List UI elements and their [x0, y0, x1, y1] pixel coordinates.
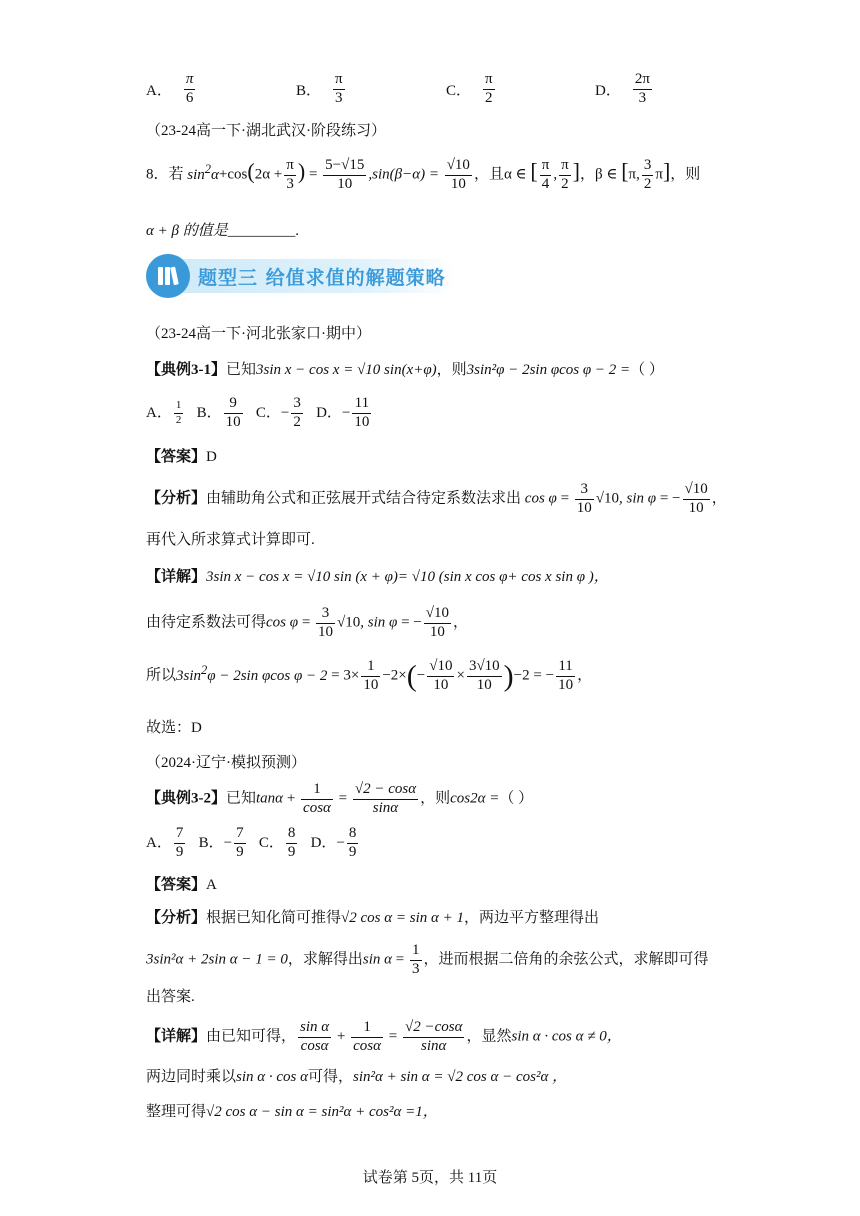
ex32-detail-2: 两边同时乘以sin α · cos α可得，sin²α + sin α = √2 cos α − cos²α ，	[146, 1069, 568, 1085]
ex32-question: 【典例3-2】已知tanα + $\frac{1}{\cos\alpha}$ = $\frac{√2 - \cos\alpha}{\sin\alpha}$ ，则cos2α =（ ）	[146, 781, 534, 816]
ex31-analysis: 【分析】由辅助角公式和正弦展开式结合待定系数法求出 cos φ = $\frac{3}{10}$ √10, sin φ = − $\frac{√10}{10}$ ，	[146, 481, 727, 516]
q8-line1: 8．若 $\sin^2\alpha+\cos(2\alpha$ + $\frac{\pi}{3}$ ) = $\frac{5-√15}{10}$ ,sin(β−α) = $\frac{√10}{10}$ ，且α ∈ [ $\frac{\pi}{4}$ , $\frac{\pi}{2}$ ]，β ∈ [π, $\frac{3}{2}$ π]，则	[146, 157, 701, 192]
ex31-opt-b: B． $\frac{9}{10}$	[196, 395, 241, 430]
ex32-source: （2024·辽宁·模拟预测）	[146, 755, 306, 771]
ex31-analysis-2: 再代入所求算式计算即可.	[146, 532, 315, 548]
q8-answer-blank: _________	[227, 223, 296, 239]
ex31-detail-4: 故选：D	[146, 720, 202, 736]
prev-option-d: D． $\frac{2\pi}{3}$	[595, 71, 650, 106]
prev-option-b: B． $\frac{\pi}{3}$	[296, 71, 343, 106]
ex32-options	[146, 826, 360, 861]
ex32-opt-c: C． $\frac{8}{9}$	[258, 825, 296, 860]
section-banner	[146, 254, 456, 298]
ex32-answer: 【答案】A	[146, 877, 217, 893]
q8-line2: α + β 的值是_________.	[146, 223, 299, 239]
ex31-opt-d: D．− $\frac{11}{10}$	[316, 395, 370, 430]
prev-option-c: C． $\frac{\pi}{2}$	[446, 71, 493, 106]
ex31-opt-c: C．− $\frac{3}{2}$	[255, 395, 301, 430]
ex32-opt-a: A． $\frac{7}{9}$	[146, 825, 184, 860]
ex31-options	[146, 396, 373, 431]
ex32-detail-3: 整理可得√2 cos α − sin α = sin²α + cos²α =1，	[146, 1104, 438, 1120]
ex32-analysis-3: 出答案.	[146, 989, 195, 1005]
ex31-detail-3: 所以$3\sin^2\varphi - 2\sin$ φcos φ − 2 = 3× $\frac{1}{10}$ −2×(− $\frac{√10}{10}$ × $\frac{3√10}{10}$ )−2 = − $\frac{11}{10}$ ，	[146, 658, 593, 693]
q8-sin-sq: $\sin^2\alpha$	[187, 161, 219, 183]
ex32-opt-d: D．− $\frac{8}{9}$	[310, 825, 357, 860]
ex32-analysis-1: 【分析】根据已知化简可推得√2 cos α = sin α + 1，两边平方整理得出	[146, 910, 600, 926]
ex31-detail-1: 【详解】3sin x − cos x = √10 sin (x + φ)= √10 (sin x cos φ+ cos x sin φ )，	[146, 569, 609, 585]
ex31-opt-a: A． $\frac{1}{2}$	[146, 399, 182, 426]
q8-source: （23-24高一下·湖北武汉·阶段练习）	[146, 123, 386, 139]
ex31-question: 【典例3-1】已知3sin x − cos x = √10 sin(x+φ)，则3sin²φ − 2sin φcos φ − 2 =（ ）	[146, 362, 664, 378]
prev-option-a: A． $\frac{\pi}{6}$	[146, 71, 194, 106]
ex32-opt-b: B．− $\frac{7}{9}$	[198, 825, 244, 860]
section-title: 题型三 给值求值的解题策略	[198, 267, 446, 289]
books-icon	[146, 254, 190, 298]
ex31-detail-2: 由待定系数法可得cos φ = $\frac{3}{10}$ √10, sin φ = − $\frac{√10}{10}$ ，	[146, 605, 468, 640]
ex32-analysis-2: 3sin²α + 2sin α − 1 = 0，求解得出sin α = $\frac{1}{3}$ ，进而根据二倍角的余弦公式，求解即可得	[146, 942, 709, 977]
page-footer: 试卷第 5页，共 11页	[362, 1170, 498, 1186]
ex31-source: （23-24高一下·河北张家口·期中）	[146, 326, 371, 342]
ex31-answer: 【答案】D	[146, 449, 217, 465]
ex32-detail-1: 【详解】由已知可得， $\frac{\text{sin α}}{\cos\alpha}$ + $\frac{1}{\cos\alpha}$ = $\frac{√2 -\cos\alpha}{\sin\alpha}$ ，显然sin α · cos α ≠ 0，	[146, 1019, 622, 1054]
